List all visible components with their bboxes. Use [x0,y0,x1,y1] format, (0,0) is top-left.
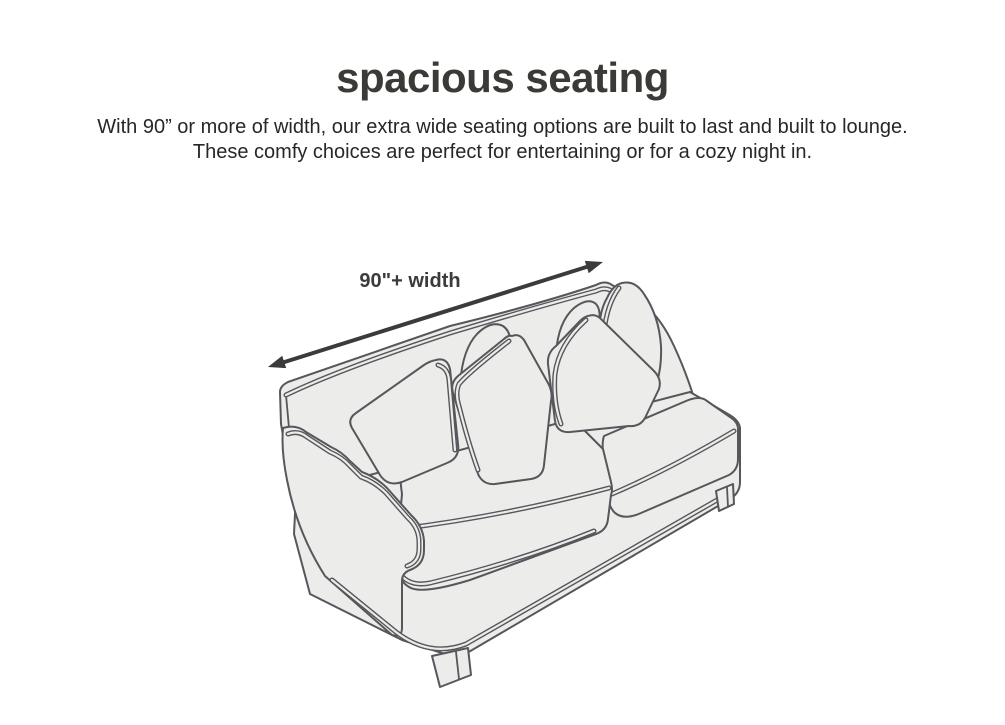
width-dimension-label: 90"+ width [359,270,461,292]
page-title: spacious seating [336,54,669,101]
intro-line-1: With 90” or more of width, our extra wide seating options are built to last and built to lounge. [97,116,908,138]
spacious-seating-panel [0,54,1005,725]
sofa-illustration [0,54,1005,725]
sofa-diagram [0,54,1005,725]
intro-line-2: These comfy choices are perfect for entertaining or for a cozy night in. [192,141,813,163]
